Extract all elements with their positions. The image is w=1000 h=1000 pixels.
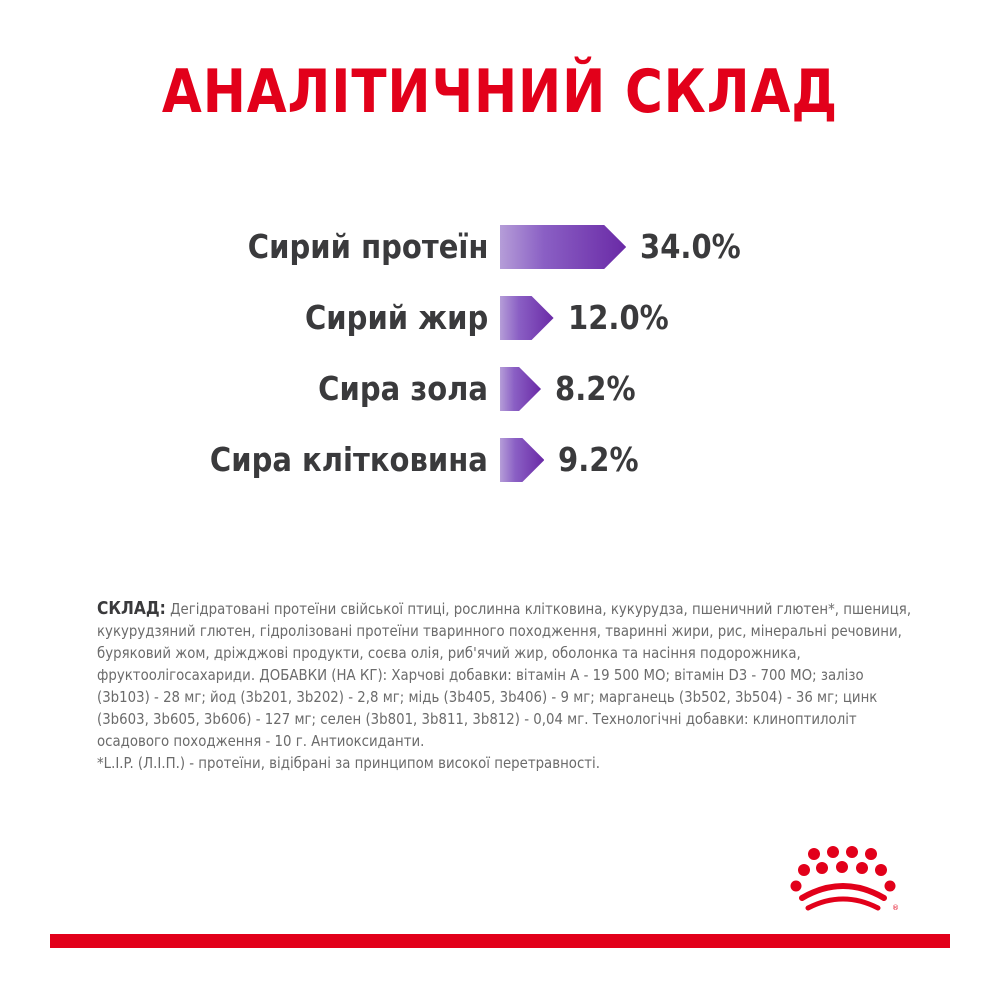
analytics-row-fat — [0, 293, 1000, 343]
analytics-label: Сира клітковина — [210, 440, 488, 479]
composition-line — [97, 598, 912, 620]
footer-red-bar — [50, 934, 950, 948]
analytics-label: Сира зола — [318, 369, 488, 408]
composition-line: кукурудзяний глютен, гідролізовані протеїни тваринного походження, тваринні жири, рис, мінеральні речовини, — [97, 622, 902, 640]
composition-text — [97, 598, 912, 774]
composition-lead: СКЛАД: — [97, 598, 166, 619]
analytics-bar — [500, 225, 626, 269]
composition-line: буряковий жом, дріжджові продукти, соєва олія, риб'ячий жир, оболонка та насіння подорожника, — [97, 644, 801, 662]
composition-line: (3b103) - 28 мг; йод (3b201, 3b202) - 2,8 мг; мідь (3b405, 3b406) - 9 мг; марганець (3b502, 3b504) - 36 мг; цинк — [97, 688, 878, 706]
composition-line: осадового походження - 10 г. Антиоксиданти. — [97, 732, 425, 750]
analytics-row-protein — [0, 222, 1000, 272]
analytics-label: Сирий жир — [304, 298, 488, 337]
composition-line: фруктоолігосахариди. ДОБАВКИ (НА КГ): Харчові добавки: вітамін А - 19 500 МО; вітамін D3 - 700 МО; залізо — [97, 666, 864, 684]
analytics-row-ash — [0, 364, 1000, 414]
analytics-value: 8.2% — [555, 369, 636, 408]
analytics-row-fiber — [0, 435, 1000, 485]
analytics-bar — [500, 438, 544, 482]
analytics-bar — [500, 296, 554, 340]
analytics-label: Сирий протеїн — [247, 227, 488, 266]
composition-line-text: Дегідратовані протеїни свійської птиці, рослинна клітковина, кукурудза, пшеничний глютен*, пшениця, — [170, 600, 912, 618]
svg-text:®: ® — [892, 904, 899, 912]
analytics-bar — [500, 367, 541, 411]
crown-icon — [788, 846, 908, 916]
analytics-value: 12.0% — [567, 298, 669, 337]
composition-line: (3b603, 3b605, 3b606) - 127 мг; селен (3b801, 3b811, 3b812) - 0,04 мг. Технологічні добавки: клиноптилоліт — [97, 710, 857, 728]
analytics-value: 34.0% — [640, 227, 741, 266]
analytics-value: 9.2% — [558, 440, 639, 479]
page-title: АНАЛІТИЧНИЙ СКЛАД — [161, 57, 839, 127]
composition-line: *L.I.P. (Л.І.П.) - протеїни, відібрані за принципом високої перетравності. — [97, 754, 600, 772]
